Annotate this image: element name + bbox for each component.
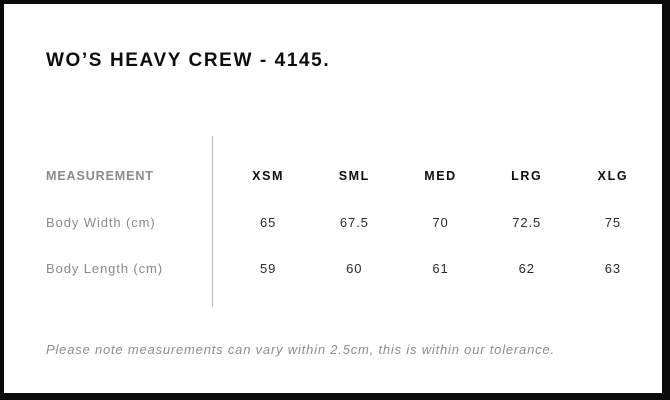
body-width-sml-value: 67.5: [339, 214, 369, 230]
body-length-xsm-value: 59: [259, 261, 277, 276]
product-title: WO’S HEAVY CREW - 4145.: [46, 50, 331, 71]
column-header-xlg: XLG: [597, 168, 629, 183]
body-width-med-value: 70: [432, 214, 449, 230]
body-width-xlg-value: 75: [604, 214, 622, 230]
column-header-sml: SML: [338, 168, 370, 183]
row-label-body-width: Body Width (cm): [46, 214, 156, 230]
tolerance-note: Please note measurements can vary within 2.5cm, this is within our tolerance.: [46, 342, 555, 357]
body-width-xsm-value: 65: [259, 214, 277, 230]
column-header-med: MED: [424, 168, 457, 183]
body-length-xlg-value: 63: [604, 261, 622, 276]
size-table: [46, 153, 656, 291]
column-header-lrg: LRG: [511, 168, 543, 183]
row-label-body-length: Body Length (cm): [46, 261, 164, 276]
body-length-med-value: 61: [432, 261, 449, 276]
column-header-xsm: XSM: [252, 168, 285, 183]
column-header-measurement: MEASUREMENT: [46, 168, 154, 183]
body-length-sml-value: 60: [346, 261, 363, 276]
body-width-lrg-value: 72.5: [512, 214, 542, 230]
body-length-lrg-value: 62: [518, 261, 535, 276]
